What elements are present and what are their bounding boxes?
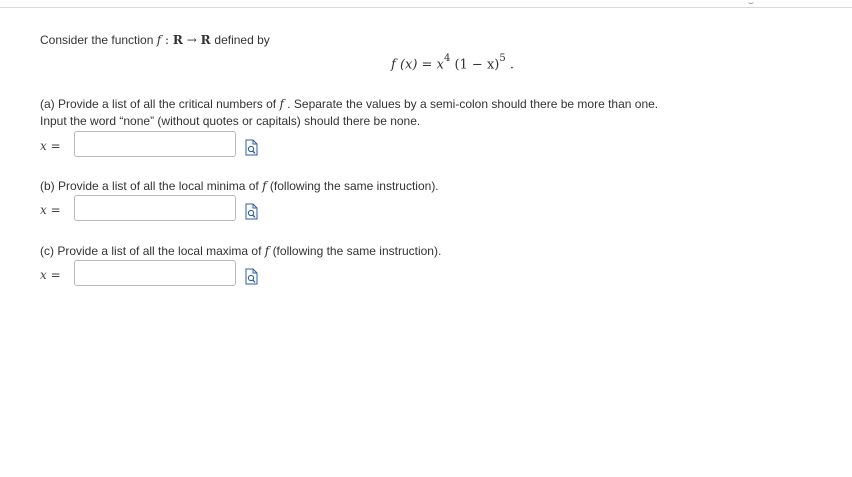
preview-icon[interactable]: [243, 203, 259, 220]
scroll-indicator: [748, 0, 754, 4]
preview-icon[interactable]: [243, 139, 259, 156]
question-b: (b) Provide a list of all the local minima of f (following the same instruction).: [40, 179, 439, 193]
function-formula: f $(x) = x^4$ $(1 - x)^5$ .: [391, 53, 515, 73]
answer-a-input[interactable]: [74, 131, 236, 157]
preview-icon[interactable]: [243, 268, 259, 285]
answer-c-label: x =: [40, 268, 61, 282]
question-a: (a) Provide a list of all the critical numbers of f . Separate the values by a semi-colon should there be more than one. Input the word “none” (without quotes or capitals) should there be none.: [40, 97, 659, 128]
intro-suffix: defined by: [214, 33, 270, 47]
answer-b-input[interactable]: [74, 195, 236, 221]
answer-a-label: x =: [40, 139, 61, 153]
top-divider: [0, 7, 852, 8]
function-signature: f : R → R: [156, 33, 211, 47]
problem-intro: [40, 33, 270, 47]
intro-text: Consider the function: [40, 33, 154, 47]
question-c: (c) Provide a list of all the local maxima of f (following the same instruction).: [40, 244, 442, 258]
answer-b-label: x =: [40, 203, 61, 217]
answer-c-input[interactable]: [74, 260, 236, 286]
